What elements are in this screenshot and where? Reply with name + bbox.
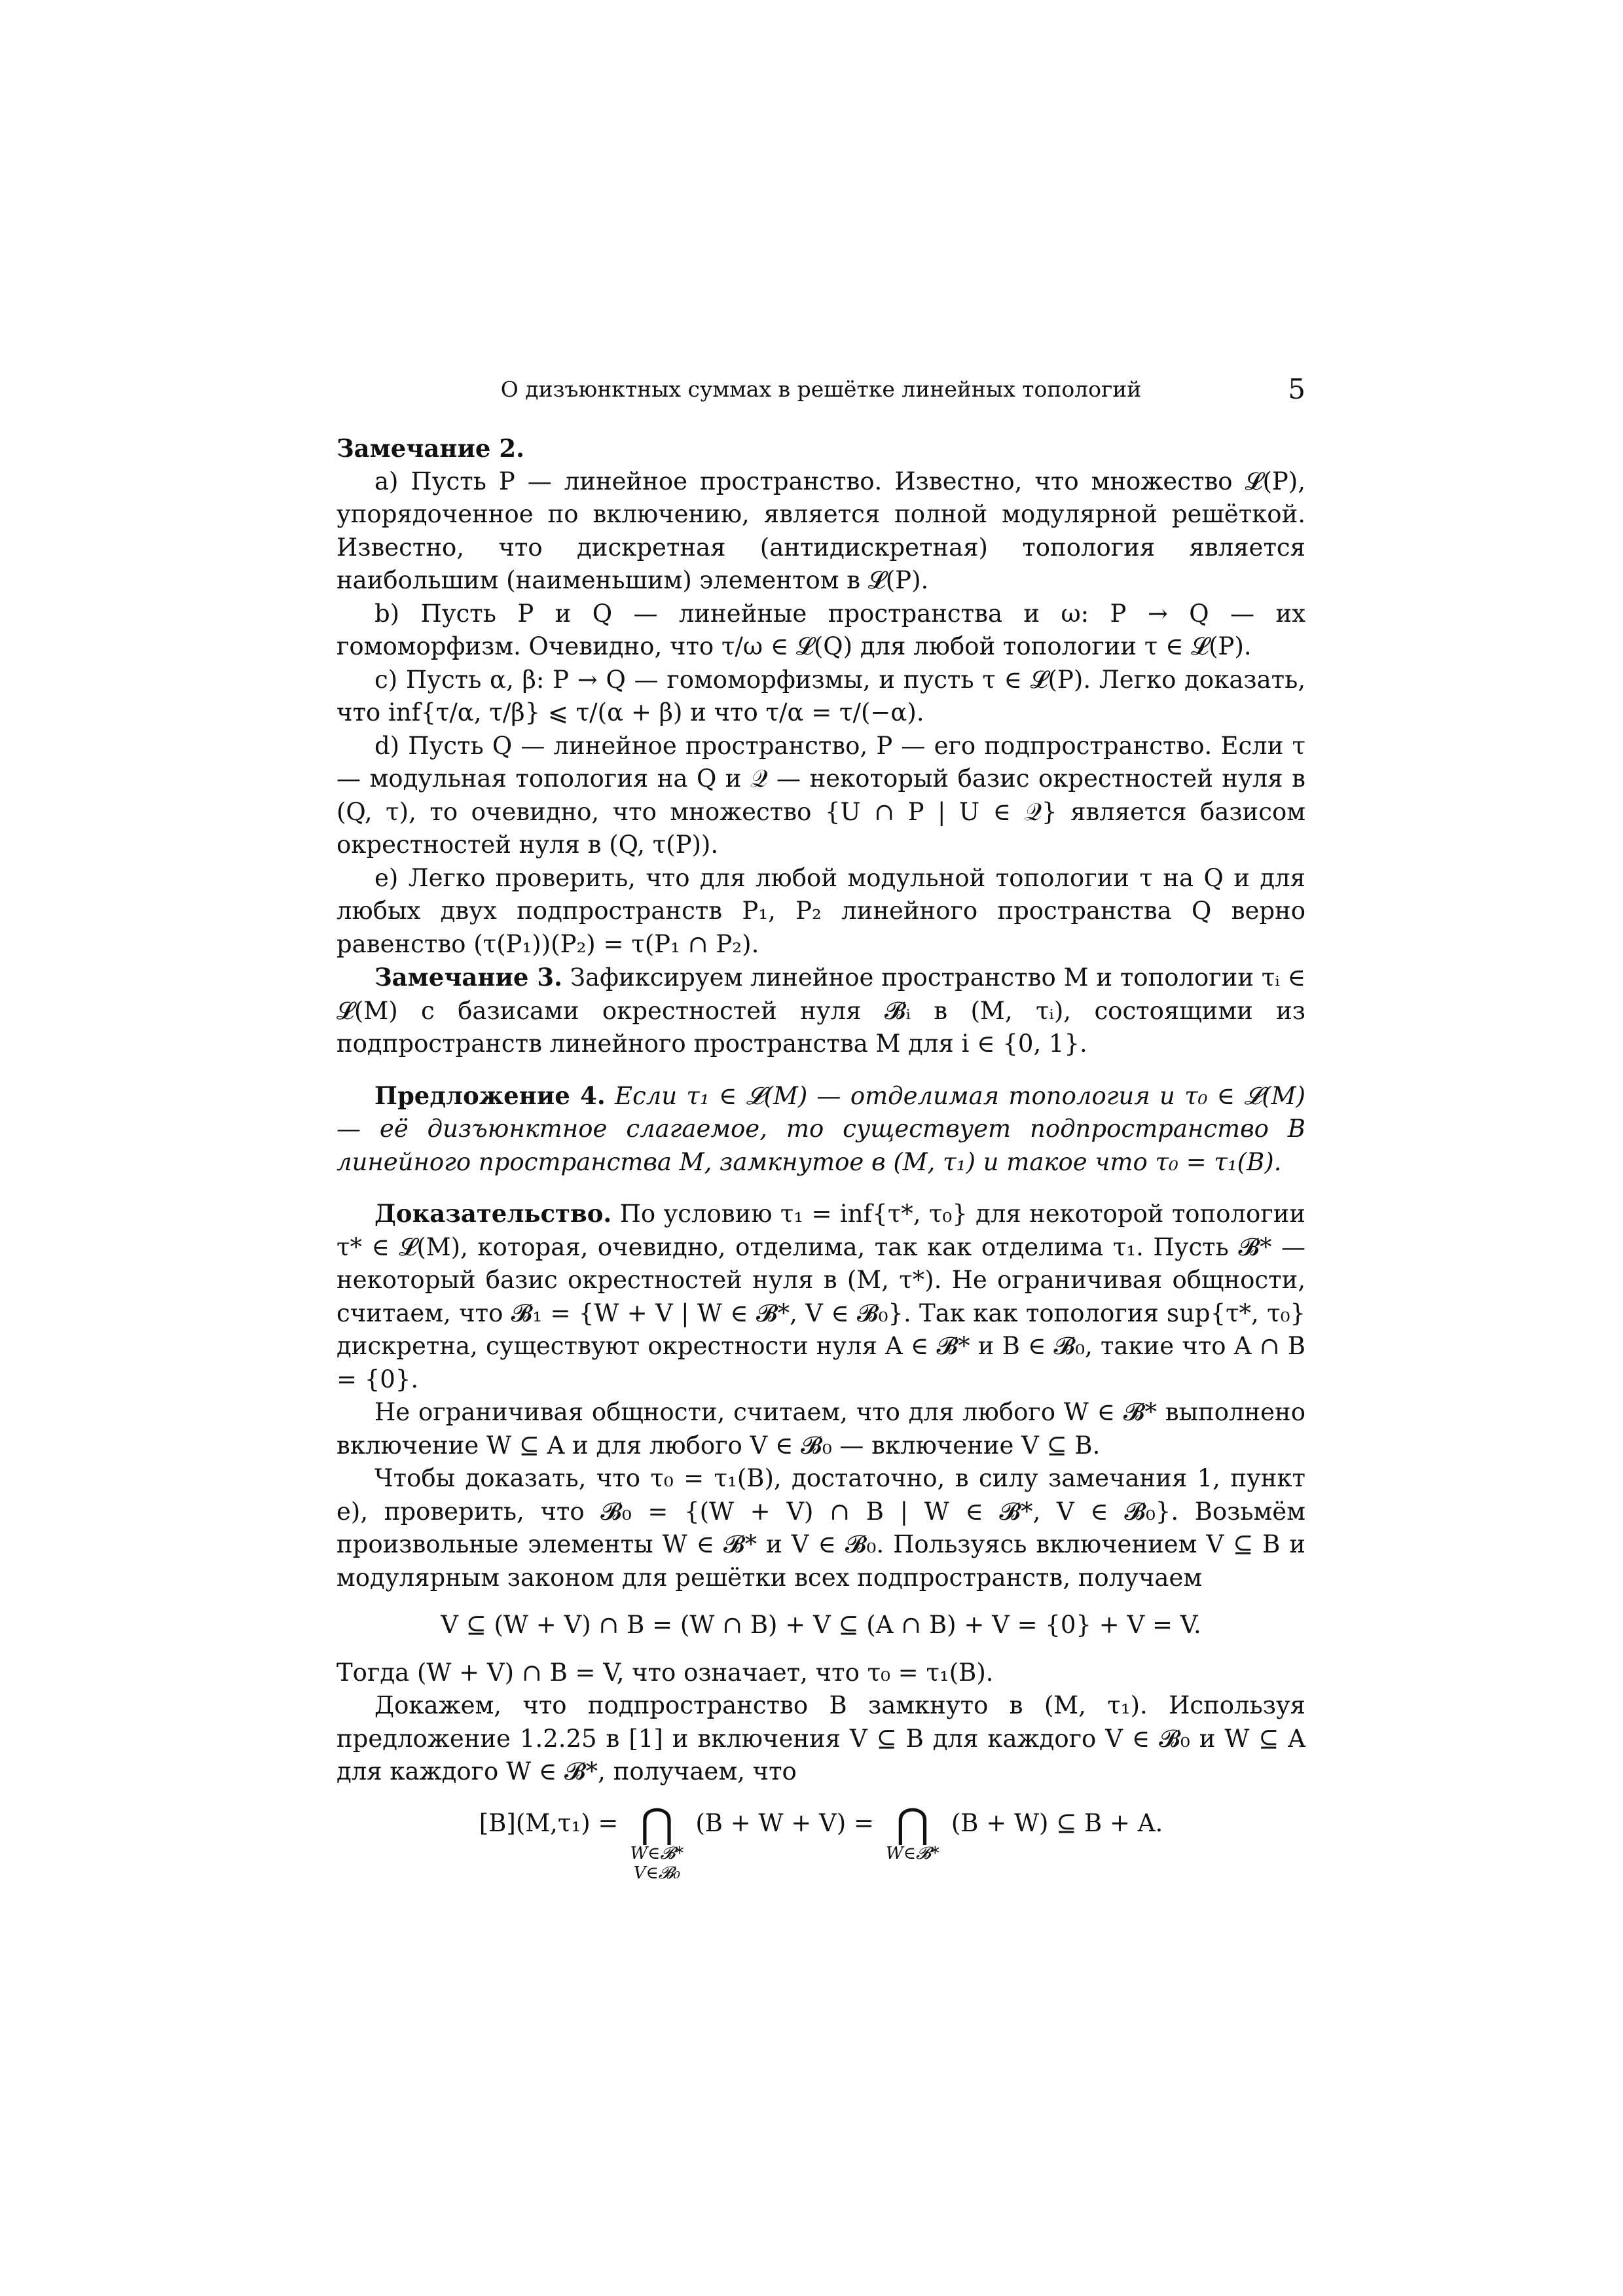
running-title: О дизъюнктных суммах в решётке линейных топологий [500,376,1142,402]
page-number: 5 [1288,373,1305,405]
big-intersection-2 [885,1799,939,1863]
remark2-item-d: d) Пусть Q — линейное пространство, P — его подпространство. Если τ — модульная топология на Q и 𝒬 — некоторый базис окрестностей нуля в (Q, τ), то очевидно, что множество {U ∩ P | U ∈ 𝒬} является базисом окрестностей нуля в (Q, τ(P)). [337,731,1305,859]
equation-2 [337,1799,1305,1883]
proof-p1-text: По условию τ₁ = inf{τ*, τ₀} для некоторой топологии τ* ∈ 𝓛(M), которая, очевидно, отделима, так как отделима τ₁. Пусть 𝓑* — некоторый базис окрестностей нуля в (M, τ*). Не ограничивая общности, считаем, что 𝓑₁ = {W + V | W ∈ 𝓑*, V ∈ 𝓑₀}. Так как топология sup{τ*, τ₀} дискретна, существуют окрестности нуля A ∈ 𝓑* и B ∈ 𝓑₀, такие что A ∩ B = {0}. [337,1200,1305,1393]
remark2-item-a: a) Пусть P — линейное пространство. Известно, что множество 𝓛(P), упорядоченное по включению, является полной модулярной решёткой. Известно, что дискретная (антидискретная) топология является наибольшим (наименьшим) элементом в 𝓛(P). [337,467,1305,594]
intersection-symbol: ⋂ [896,1799,930,1847]
proposition4-title: Предложение 4. [374,1081,606,1110]
proof-title: Доказательство. [374,1199,612,1228]
proof-paragraph-1 [337,1197,1305,1396]
intersection-index-1: W∈𝓑* [630,1843,684,1863]
proof-paragraph-3: Чтобы доказать, что τ₀ = τ₁(B), достаточно, в силу замечания 1, пункт e), проверить, что 𝓑₀ = {(W + V) ∩ B | W ∈ 𝓑*, V ∈ 𝓑₀}. Возьмём произвольные элементы W ∈ 𝓑* и V ∈ 𝓑₀. Пользуясь включением V ⊆ B и модулярным законом для решётки всех подпространств, получаем [337,1464,1305,1592]
remark2-item-b: b) Пусть P и Q — линейные пространства и ω: P → Q — их гомоморфизм. Очевидно, что τ/ω ∈ 𝓛(Q) для любой топологии τ ∈ 𝓛(P). [337,599,1305,660]
remark2-item-e: e) Легко проверить, что для любой модульной топологии τ на Q и для любых двух подпространств P₁, P₂ линейного пространства Q верно равенство (τ(P₁))(P₂) = τ(P₁ ∩ P₂). [337,863,1305,958]
big-intersection-1 [630,1799,684,1883]
proof-paragraph-2: Не ограничивая общности, считаем, что для любого W ∈ 𝓑* выполнено включение W ⊆ A и для любого V ∈ 𝓑₀ — включение V ⊆ B. [337,1398,1305,1460]
intersection-symbol: ⋂ [640,1799,674,1847]
page-body [337,367,1305,1897]
remark2-item-c: c) Пусть α, β: P → Q — гомоморфизмы, и пусть τ ∈ 𝓛(P). Легко доказать, что inf{τ/α, τ/β} ⩽ τ/(α + β) и что τ/α = τ/(−α). [337,665,1305,726]
remark3-text: Зафиксируем линейное пространство M и топологии τᵢ ∈ 𝓛(M) с базисами окрестностей нуля 𝓑ᵢ в (M, τᵢ), состоящими из подпространств линейного пространства M для i ∈ {0, 1}. [337,963,1306,1058]
remark3 [337,961,1305,1061]
remark2-title: Замечание 2. [337,434,524,463]
proposition4 [337,1079,1305,1179]
equation-1: V ⊆ (W + V) ∩ B = (W ∩ B) + V ⊆ (A ∩ B) + V = {0} + V = V. [441,1611,1201,1639]
proof-paragraph-4: Тогда (W + V) ∩ B = V, что означает, что τ₀ = τ₁(B). [337,1658,994,1687]
equation-2-row [479,1799,1163,1883]
remark3-title: Замечание 3. [374,963,563,992]
intersection-index-3: W∈𝓑* [885,1843,939,1863]
eq2-middle: (B + W + V) = [695,1808,874,1837]
eq2-rhs: (B + W) ⊆ B + A. [951,1808,1163,1837]
eq2-lhs: [B](M,τ₁) = [479,1808,619,1837]
proof-paragraph-5: Докажем, что подпространство B замкнуто в (M, τ₁). Используя предложение 1.2.25 в [1] и включения V ⊆ B для каждого V ∈ 𝓑₀ и W ⊆ A для каждого W ∈ 𝓑*, получаем, что [337,1691,1305,1785]
intersection-index-2: V∈𝓑₀ [633,1863,681,1883]
proposition4-text: Если τ₁ ∈ 𝓛(M) — отделимая топология и τ₀ ∈ 𝓛(M) — её дизъюнктное слагаемое, то существует подпространство B линейного пространства M, замкнутое в (M, τ₁) и такое что τ₀ = τ₁(B). [337,1081,1305,1176]
running-head [337,367,1305,412]
